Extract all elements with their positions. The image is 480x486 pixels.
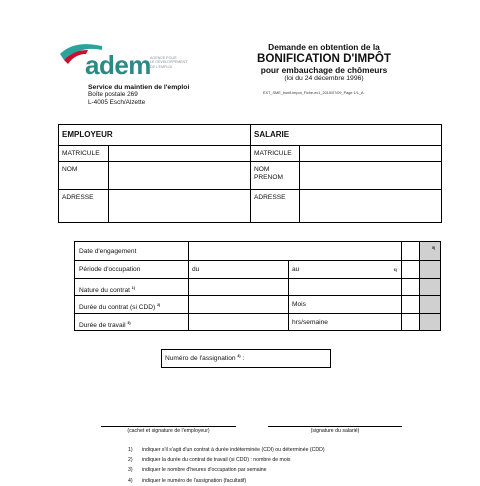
employee-name-label: NOM PRENOM [254, 166, 283, 181]
footnote-ref: 4) [237, 354, 241, 358]
contract-duration-field[interactable] [189, 296, 288, 313]
employer-signature-label: (cachet et signature de l'employeur) [127, 428, 210, 434]
contract-row-label: Durée de travail $^{3)}$ [79, 321, 131, 330]
service-title: Service du maintien de l'emploi [88, 84, 190, 91]
working-time-field[interactable] [189, 314, 288, 330]
footnote-item: 4) indiquer le numéro de l'assignation (facultatif) [128, 477, 247, 484]
employer-name-label: NOM [62, 166, 78, 173]
working-time-unit: hrs/semaine [292, 319, 328, 326]
employee-address-label: ADRESSE [254, 194, 286, 201]
employee-matricule-field[interactable] [300, 146, 440, 161]
employer-matricule-field[interactable] [109, 146, 249, 161]
contract-row-label: Période d'occupation [79, 266, 141, 273]
footnote-item: 3) indiquer le nombre d'heures d'occupation par semaine [128, 467, 267, 474]
engagement-date-field[interactable] [189, 243, 401, 260]
employer-signature-line[interactable] [101, 426, 236, 427]
period-from-field[interactable]: du [192, 266, 200, 273]
employee-signature-label: (signature du salarié) [310, 428, 360, 434]
period-to-field[interactable]: au 6) [292, 266, 397, 273]
assignment-number-field[interactable]: Numéro de l'assignation $^{4)}$ : [161, 349, 331, 368]
logo-wordmark: adem [85, 50, 151, 80]
title-law: (loi du 24 décembre 1996) [284, 75, 364, 82]
employee-signature-line[interactable] [268, 426, 402, 427]
employer-header: EMPLOYEUR [62, 130, 113, 139]
title-line: pour embauchage de chômeurs [260, 65, 388, 75]
employer-address-label: ADRESSE [62, 194, 94, 201]
employee-matricule-label: MATRICULE [254, 150, 292, 157]
assignment-label: Numéro de l'assignation [165, 355, 236, 363]
address-line: Boîte postale 269 [88, 91, 138, 99]
footnote-item: 1) indiquer s'il s'agit d'un contrat à durée indéterminée (CDI) ou déterminée (CDD) [128, 447, 325, 453]
employee-address-field[interactable] [300, 190, 440, 222]
employer-employee-table [58, 124, 442, 223]
contract-row-label: Nature du contrat $^{1)}$ [79, 286, 135, 295]
footnote-item: 2) indiquer la durée du contrat de travail (si CDD) : nombre de mois [128, 457, 291, 464]
contract-row-label: Durée du contrat (si CDD) $^{2)}$ [79, 303, 161, 312]
employee-name-field[interactable] [300, 162, 440, 189]
employee-header: SALARIE [254, 130, 290, 139]
address-line: L-4005 Esch/Alzette [88, 98, 146, 106]
logo-subtitle: AGENCE POUR LE DÉVELOPPEMENT DE L'EMPLOI [150, 56, 188, 69]
document-title [232, 42, 416, 83]
contract-row-label: Date d'engagement [79, 248, 137, 255]
title-line: Demande en obtention de la [268, 42, 380, 52]
employer-name-field[interactable] [109, 162, 249, 189]
contract-nature-extra [289, 282, 295, 286]
grey-column [419, 242, 440, 330]
title-main: BONIFICATION D'IMPÔT [257, 52, 391, 65]
footnote-ref: 5) [432, 246, 436, 250]
contract-duration-unit: Mois [292, 301, 306, 308]
employer-address-field[interactable] [109, 190, 249, 222]
service-address [88, 84, 189, 106]
footnotes [128, 445, 325, 486]
adem-logo [58, 40, 208, 84]
document-reference: EXT_SME_bonif-impot_Fiche-ec1_2015/07/09_Page 1/1_A [263, 91, 364, 95]
contract-nature-field[interactable] [189, 279, 288, 295]
contract-table [74, 241, 441, 331]
employer-matricule-label: MATRICULE [62, 150, 100, 157]
